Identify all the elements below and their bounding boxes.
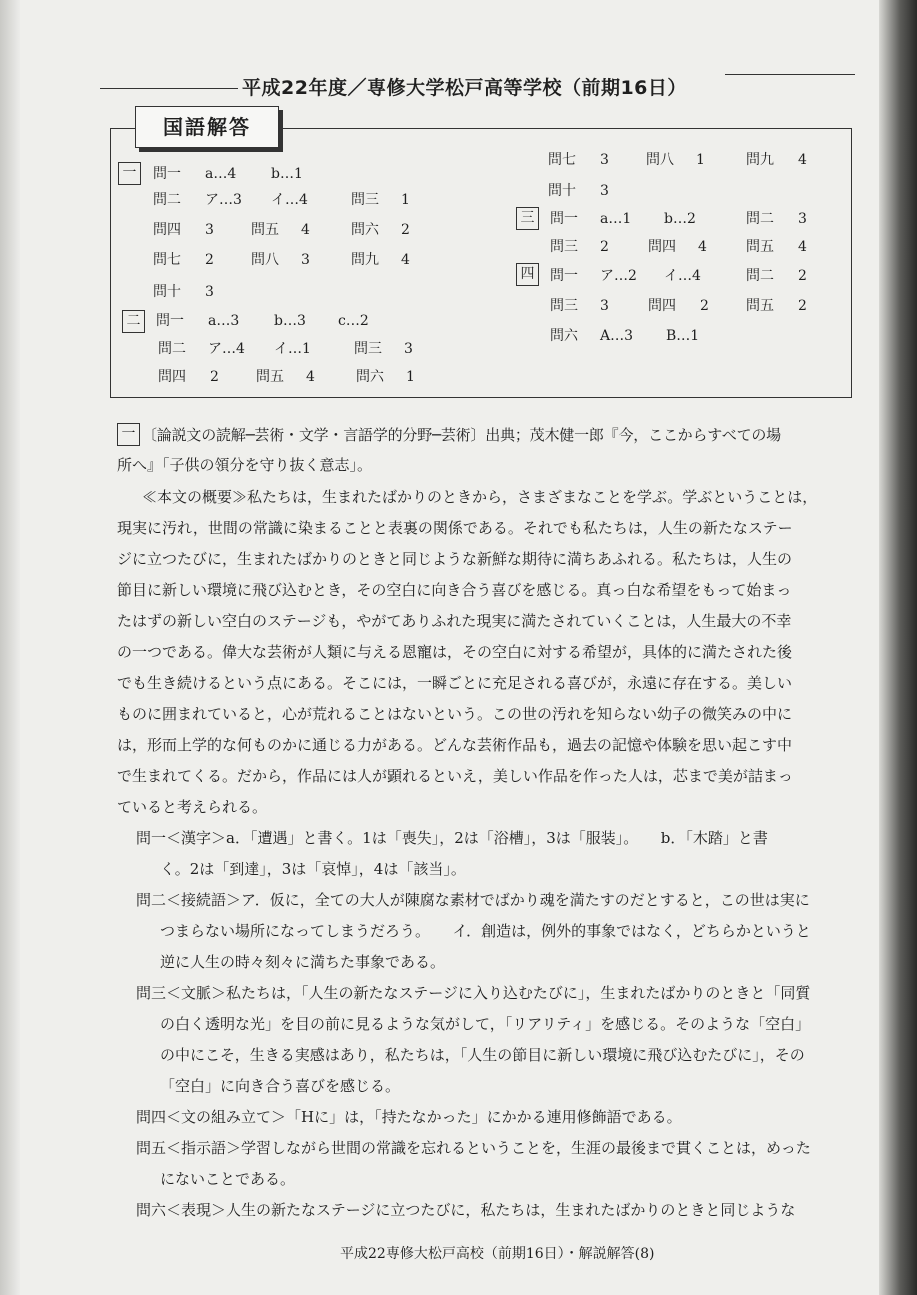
answer-value: a…1 [600,211,632,227]
q-label: 問三 [550,239,578,255]
answer-value: 3 [301,252,310,268]
q-label: 問五 [746,298,774,314]
sec2-row-1 [156,310,369,330]
answer-value: 2 [210,369,219,385]
commentary-q2-line-3: 逆に人生の時々刻々に満ちた事象である。 [160,953,446,971]
answer-value: B…1 [666,328,700,344]
q-label: 問二 [746,211,774,227]
q-label: 問九 [746,152,774,168]
commentary-line-12: で生まれてくる。だから，作品には人が顕れるといえ，美しい作品を作った人は，芯まで美が詰まっ [117,767,793,785]
commentary-line-10: ものに囲まれていると，心が荒れることはないという。この世の汚れを知らない幼子の微笑みの中に [117,705,793,723]
answer-value: イ…1 [274,341,311,357]
commentary-q3-line-2: の白く透明な光」を目の前に見るような気がして，「リアリティ」を感じる。そのような「空白」 [160,1015,811,1033]
answer-value: 2 [205,252,214,268]
book-edge [879,0,917,1295]
commentary-line-1: 〔論説文の読解─芸術・文学・言語学的分野─芸術〕出典；茂木健一郎『今，ここからすべての場 [142,426,781,444]
q-label: 問二 [153,192,181,208]
answer-value: 4 [306,369,315,385]
commentary-line-5: ジに立つたびに，生まれたばかりのときと同じような新鮮な期待に満ちあふれる。私たちは，人生の [117,550,793,568]
q-label: 問七 [153,252,181,268]
commentary-line-11: は，形而上学的な何ものかに通じる力がある。どんな芸術作品も，過去の記憶や体験を思い起こす中 [117,736,793,754]
answer-value: イ…4 [271,192,308,208]
commentary-section-mark: 一 [117,423,140,446]
sec2-row-2 [158,338,413,358]
answer-value: 2 [700,298,709,314]
page-header [100,70,860,106]
sec4-row-2 [550,295,807,315]
sec4-row-3 [550,325,699,345]
commentary-q3-line-3: の中にこそ，生きる実感はあり，私たちは，「人生の節目に新しい環境に飛び込むたびに」，その [160,1046,805,1064]
q-label: 問六 [351,222,379,238]
q-label: 問四 [648,298,676,314]
q-label: 問六 [356,369,384,385]
sec4-row-1 [550,265,807,285]
header-rule-right [725,74,855,75]
q-label: 問一 [153,166,181,182]
q-label: 問八 [251,252,279,268]
sec1-row-2 [153,189,410,209]
commentary-q4-line-1: 問四＜文の組み立て＞「Hに」は，「持たなかった」にかかる連用修飾語である。 [136,1108,682,1126]
commentary-line-4: 現実に汚れ，世間の常識に染まることと表裏の関係である。それでも私たちは，人生の新たなステー [117,519,793,537]
answer-value: 3 [404,341,413,357]
answer-value: a…3 [208,313,240,329]
page-binding-shadow [0,0,20,1295]
header-title: 平成22年度／専修大学松戸高等学校（前期16日） [242,77,687,99]
q-label: 問七 [548,152,576,168]
answer-value: 3 [600,152,609,168]
sec2-cont-row-2 [548,180,609,200]
commentary-q3-line-4: 「空白」に向き合う喜びを感じる。 [160,1077,401,1095]
commentary-line-6: 節目に新しい環境に飛び込むとき，その空白に向き合う喜びを感じる。真っ白な希望をもって始まっ [117,581,792,599]
answer-value: 4 [798,239,807,255]
q-label: 問十 [153,284,181,300]
answer-value: b…2 [664,211,696,227]
q-label: 問四 [153,222,181,238]
commentary-q5-line-2: にないことである。 [160,1170,296,1188]
answer-value: 4 [301,222,310,238]
answer-value: 3 [205,222,214,238]
q-label: 問四 [648,239,676,255]
answer-value: 2 [600,239,609,255]
q-label: 問一 [550,268,578,284]
sec1-row-1 [153,163,303,183]
q-label: 問二 [746,268,774,284]
sec1-row-5 [153,281,214,301]
section-3-mark: 三 [516,207,539,230]
section-1-mark: 一 [118,162,141,185]
commentary-line-9: でも生き続けるという点にある。そこには，一瞬ごとに充足される喜びが，永遠に存在する。美しい [117,674,793,692]
answer-value: 4 [401,252,410,268]
section-4-mark: 四 [516,263,539,286]
q-label: 問五 [256,369,284,385]
answer-value: 2 [798,268,807,284]
answer-value: イ…4 [664,268,701,284]
commentary-q3-line-1: 問三＜文脈＞私たちは，「人生の新たなステージに入り込むたびに」，生まれたばかりのときと「同質 [136,984,811,1002]
answer-value: b…3 [274,313,306,329]
commentary-q2-line-1: 問二＜接続語＞ア．仮に，全ての大人が陳腐な素材でばかり魂を満たすのだとすると，この世は実に [136,891,810,909]
q-label: 問三 [351,192,379,208]
commentary-q2-line-2: つまらない場所になってしまうだろう。 イ．創造は，例外的事象ではなく，どちらかというと [160,922,811,940]
answer-value: ア…3 [205,192,242,208]
answer-value: 1 [406,369,415,385]
answer-value: 1 [401,192,410,208]
answer-value: 3 [600,298,609,314]
answer-value: 3 [600,183,609,199]
answer-value: 2 [401,222,410,238]
commentary-line-2: 所へ』「子供の領分を守り抜く意志」。 [117,456,373,474]
answer-value: 2 [798,298,807,314]
sec2-cont-row-1 [548,149,807,169]
page-footer: 平成22専修大松戸高校（前期16日）・解説解答(8) [340,1246,655,1262]
answer-label: 国語解答 [135,106,279,148]
q-label: 問九 [351,252,379,268]
answer-value: c…2 [338,313,369,329]
commentary-q6-line-1: 問六＜表現＞人生の新たなステージに立つたびに，私たちは，生まれたばかりのときと同じような [136,1201,796,1219]
answer-value: 3 [205,284,214,300]
sec1-row-3 [153,219,410,239]
sec1-row-4 [153,249,410,269]
answer-value: 1 [696,152,705,168]
q-label: 問八 [646,152,674,168]
sec3-row-1 [550,208,807,228]
answer-value: ア…2 [600,268,637,284]
commentary-q1-line-2: く。2は「到達」，3は「哀悼」，4は「該当」。 [160,860,466,878]
header-rule-left [100,88,238,89]
q-label: 問三 [354,341,382,357]
answer-value: 4 [798,152,807,168]
q-label: 問一 [156,313,184,329]
answer-value: 4 [698,239,707,255]
answer-value: 3 [798,211,807,227]
answer-value: A…3 [600,328,634,344]
answer-value: ア…4 [208,341,245,357]
q-label: 問一 [550,211,578,227]
sec2-row-3 [158,366,415,386]
q-label: 問五 [746,239,774,255]
q-label: 問二 [158,341,186,357]
answer-value: b…1 [271,166,303,182]
answer-value: a…4 [205,166,237,182]
sec3-row-2 [550,236,807,256]
commentary-q1-line-1: 問一＜漢字＞a．「遭遇」と書く。1は「喪失」，2は「浴槽」，3は「服装」。 b．「木踏」と書 [136,829,768,847]
commentary-q5-line-1: 問五＜指示語＞学習しながら世間の常識を忘れるということを，生涯の最後まで貫くことは，めった [136,1139,811,1157]
commentary-line-13: ていると考えられる。 [117,798,268,816]
q-label: 問四 [158,369,186,385]
commentary-line-7: たはずの新しい空白のステージも，やがてありふれた現実に満たされていくことは，人生最大の不幸 [117,612,792,630]
q-label: 問十 [548,183,576,199]
q-label: 問六 [550,328,578,344]
q-label: 問五 [251,222,279,238]
section-2-mark: 二 [122,310,145,333]
commentary-line-3: ≪本文の概要≫私たちは，生まれたばかりのときから，さまざまなことを学ぶ。学ぶということは， [142,488,818,506]
commentary-line-8: の一つである。偉大な芸術が人類に与える恩寵は，その空白に対する希望が，具体的に満たされた後 [117,643,793,661]
q-label: 問三 [550,298,578,314]
